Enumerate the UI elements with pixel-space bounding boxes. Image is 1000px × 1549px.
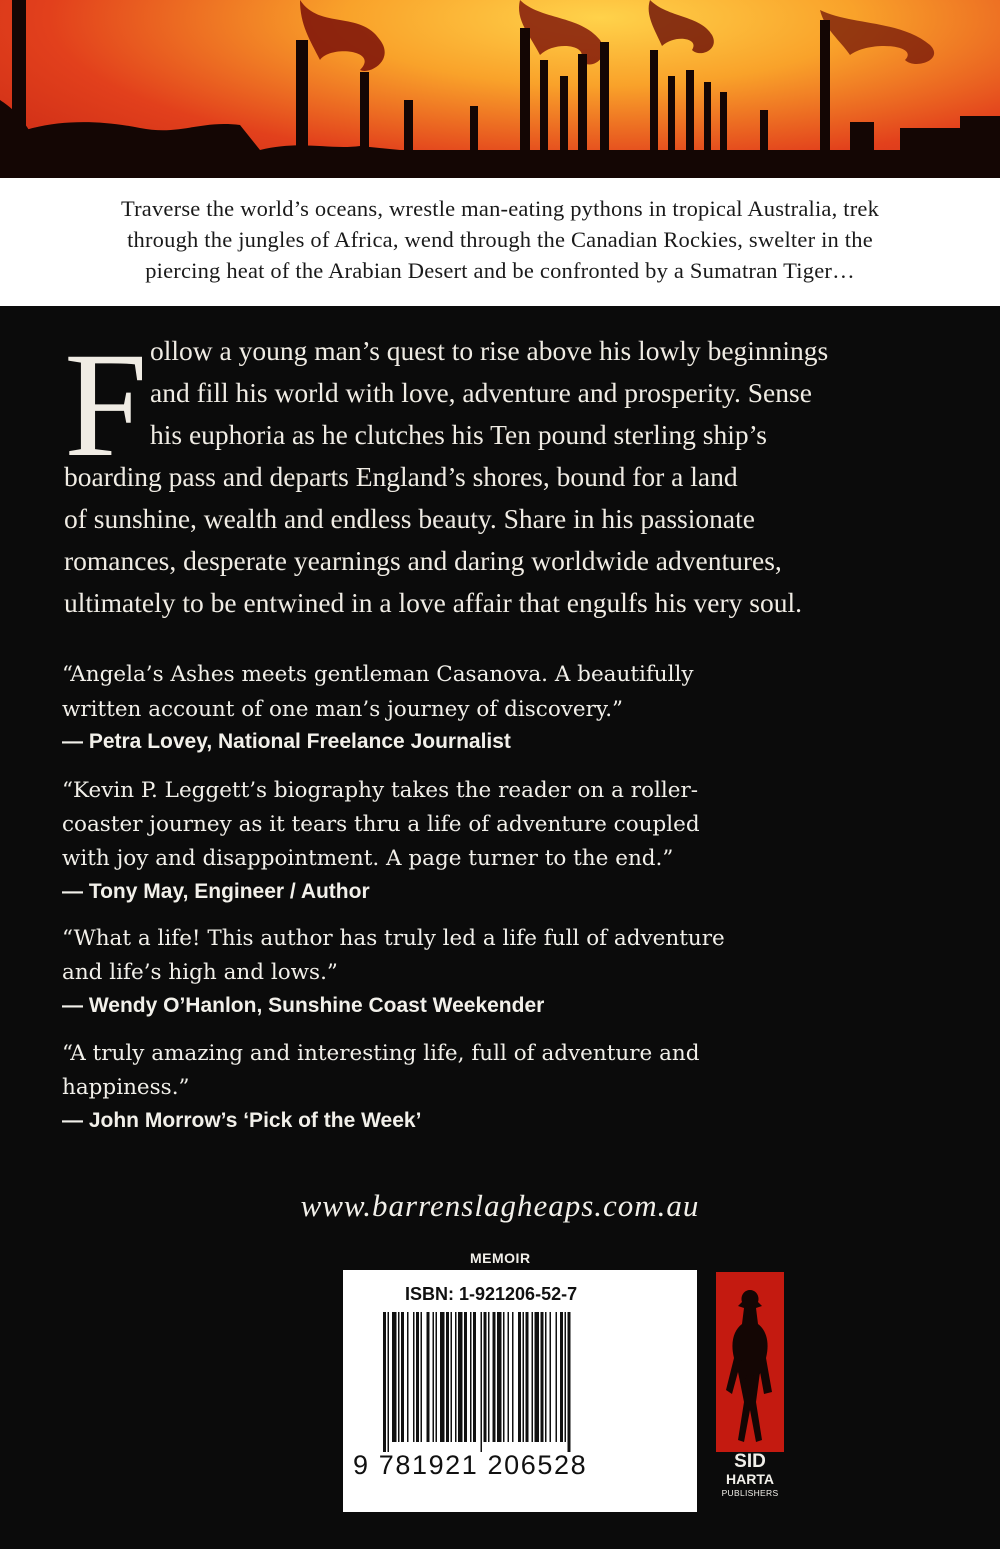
review-quote-line: and life’s high and lows.” bbox=[62, 960, 338, 985]
barcode-bar bbox=[464, 1312, 467, 1442]
barcode-bar bbox=[526, 1312, 529, 1442]
blurb-line: of sunshine, wealth and endless beauty. Share in his passionate bbox=[64, 503, 755, 534]
review-author: — Wendy O’Hanlon, Sunshine Coast Weekender bbox=[62, 994, 545, 1017]
publisher-logo bbox=[716, 1272, 784, 1452]
review-author: — Petra Lovey, National Freelance Journalist bbox=[62, 730, 511, 753]
barcode-bar bbox=[388, 1312, 390, 1452]
publisher-name-line2: HARTA bbox=[726, 1471, 774, 1487]
barcode-bar bbox=[523, 1312, 525, 1442]
publisher-name-line3: PUBLISHERS bbox=[721, 1488, 779, 1498]
barcode-bar bbox=[503, 1312, 505, 1442]
isbn-number: ISBN: 1-921206-52-7 bbox=[405, 1284, 578, 1304]
barcode-bar bbox=[398, 1312, 400, 1442]
review-quote-line: “What a life! This author has truly led a life full of adventure bbox=[62, 926, 725, 951]
barcode-bar bbox=[383, 1312, 386, 1452]
barcode-bar bbox=[473, 1312, 476, 1442]
tagline-line: Traverse the world’s oceans, wrestle man-eating pythons in tropical Australia, trek bbox=[120, 196, 880, 221]
blurb-line: ultimately to be entwined in a love affair that engulfs his very soul. bbox=[64, 587, 802, 618]
barcode-bar bbox=[416, 1312, 419, 1442]
barcode-bar bbox=[512, 1312, 514, 1442]
barcode-bar bbox=[433, 1312, 435, 1442]
review-quote-line: coaster journey as it tears thru a life of adventure coupled bbox=[62, 812, 700, 837]
barcode-bar bbox=[421, 1312, 423, 1442]
blurb-line: boarding pass and departs England’s shores, bound for a land bbox=[64, 461, 738, 492]
review-quote-line: “A truly amazing and interesting life, full of adventure and bbox=[62, 1041, 700, 1066]
review-quote-line: written account of one man’s journey of discovery.” bbox=[62, 697, 624, 722]
barcode-bar bbox=[535, 1312, 540, 1442]
barcode-bar bbox=[532, 1312, 534, 1442]
barcode-bar bbox=[560, 1312, 563, 1442]
barcode-image bbox=[383, 1312, 657, 1452]
barcode-bar bbox=[436, 1312, 438, 1442]
barcode-bar bbox=[568, 1312, 571, 1452]
blurb-drop-cap: F bbox=[64, 322, 148, 488]
tagline-strip bbox=[0, 178, 1000, 306]
barcode-bar bbox=[481, 1312, 483, 1452]
review-quote-line: “Angela’s Ashes meets gentleman Casanova. A beautifully bbox=[62, 662, 694, 687]
website-url: www.barrenslagheaps.com.au bbox=[300, 1188, 700, 1223]
barcode-bar bbox=[427, 1312, 430, 1442]
review-quote-line: “Kevin P. Leggett’s biography takes the reader on a roller- bbox=[62, 778, 699, 803]
barcode-bar bbox=[401, 1312, 404, 1442]
barcode-bar bbox=[545, 1312, 547, 1442]
genre-label: MEMOIR bbox=[470, 1250, 531, 1266]
barcode-bar bbox=[550, 1312, 552, 1442]
barcode-bar bbox=[392, 1312, 397, 1442]
blurb-line: and fill his world with love, adventure and prosperity. Sense bbox=[150, 377, 812, 408]
barcode-bar bbox=[440, 1312, 445, 1442]
barcode-bar bbox=[470, 1312, 472, 1442]
tagline-line: through the jungles of Africa, wend through the Canadian Rockies, swelter in the bbox=[127, 227, 873, 252]
barcode-bar bbox=[407, 1312, 409, 1442]
barcode-panel bbox=[343, 1270, 697, 1512]
barcode-bar bbox=[413, 1312, 415, 1442]
barcode-bar bbox=[493, 1312, 496, 1442]
publisher-name-line1: SID bbox=[734, 1451, 766, 1472]
blurb-line: romances, desperate yearnings and daring worldwide adventures, bbox=[64, 545, 782, 576]
barcode-bar bbox=[565, 1312, 567, 1442]
barcode-bar bbox=[451, 1312, 453, 1442]
barcode-bar bbox=[518, 1312, 521, 1442]
review-author: — Tony May, Engineer / Author bbox=[62, 880, 370, 903]
barcode-bar bbox=[556, 1312, 558, 1442]
tagline-line: piercing heat of the Arabian Desert and be confronted by a Sumatran Tiger… bbox=[145, 258, 855, 283]
review-author: — John Morrow’s ‘Pick of the Week’ bbox=[62, 1109, 422, 1132]
cover-illustration-factory-skyline bbox=[0, 0, 1000, 178]
barcode-bar bbox=[484, 1312, 487, 1442]
review-quote-line: happiness.” bbox=[62, 1075, 190, 1100]
barcode-bar bbox=[446, 1312, 449, 1442]
ean-digits: 9 781921 206528 bbox=[353, 1450, 588, 1480]
factory-silhouette-image bbox=[0, 0, 1000, 178]
barcode-bar bbox=[488, 1312, 490, 1442]
barcode-bar bbox=[541, 1312, 544, 1442]
barcode-bar bbox=[508, 1312, 510, 1442]
blurb-line: his euphoria as he clutches his Ten pound sterling ship’s bbox=[150, 419, 767, 450]
review-quote-line: with joy and disappointment. A page turner to the end.” bbox=[62, 846, 674, 871]
shadow-puppet-icon bbox=[716, 1272, 784, 1452]
barcode-bar bbox=[458, 1312, 463, 1442]
barcode-bar bbox=[455, 1312, 457, 1442]
blurb-line: ollow a young man’s quest to rise above his lowly beginnings bbox=[150, 335, 829, 366]
barcode-bar bbox=[497, 1312, 502, 1442]
